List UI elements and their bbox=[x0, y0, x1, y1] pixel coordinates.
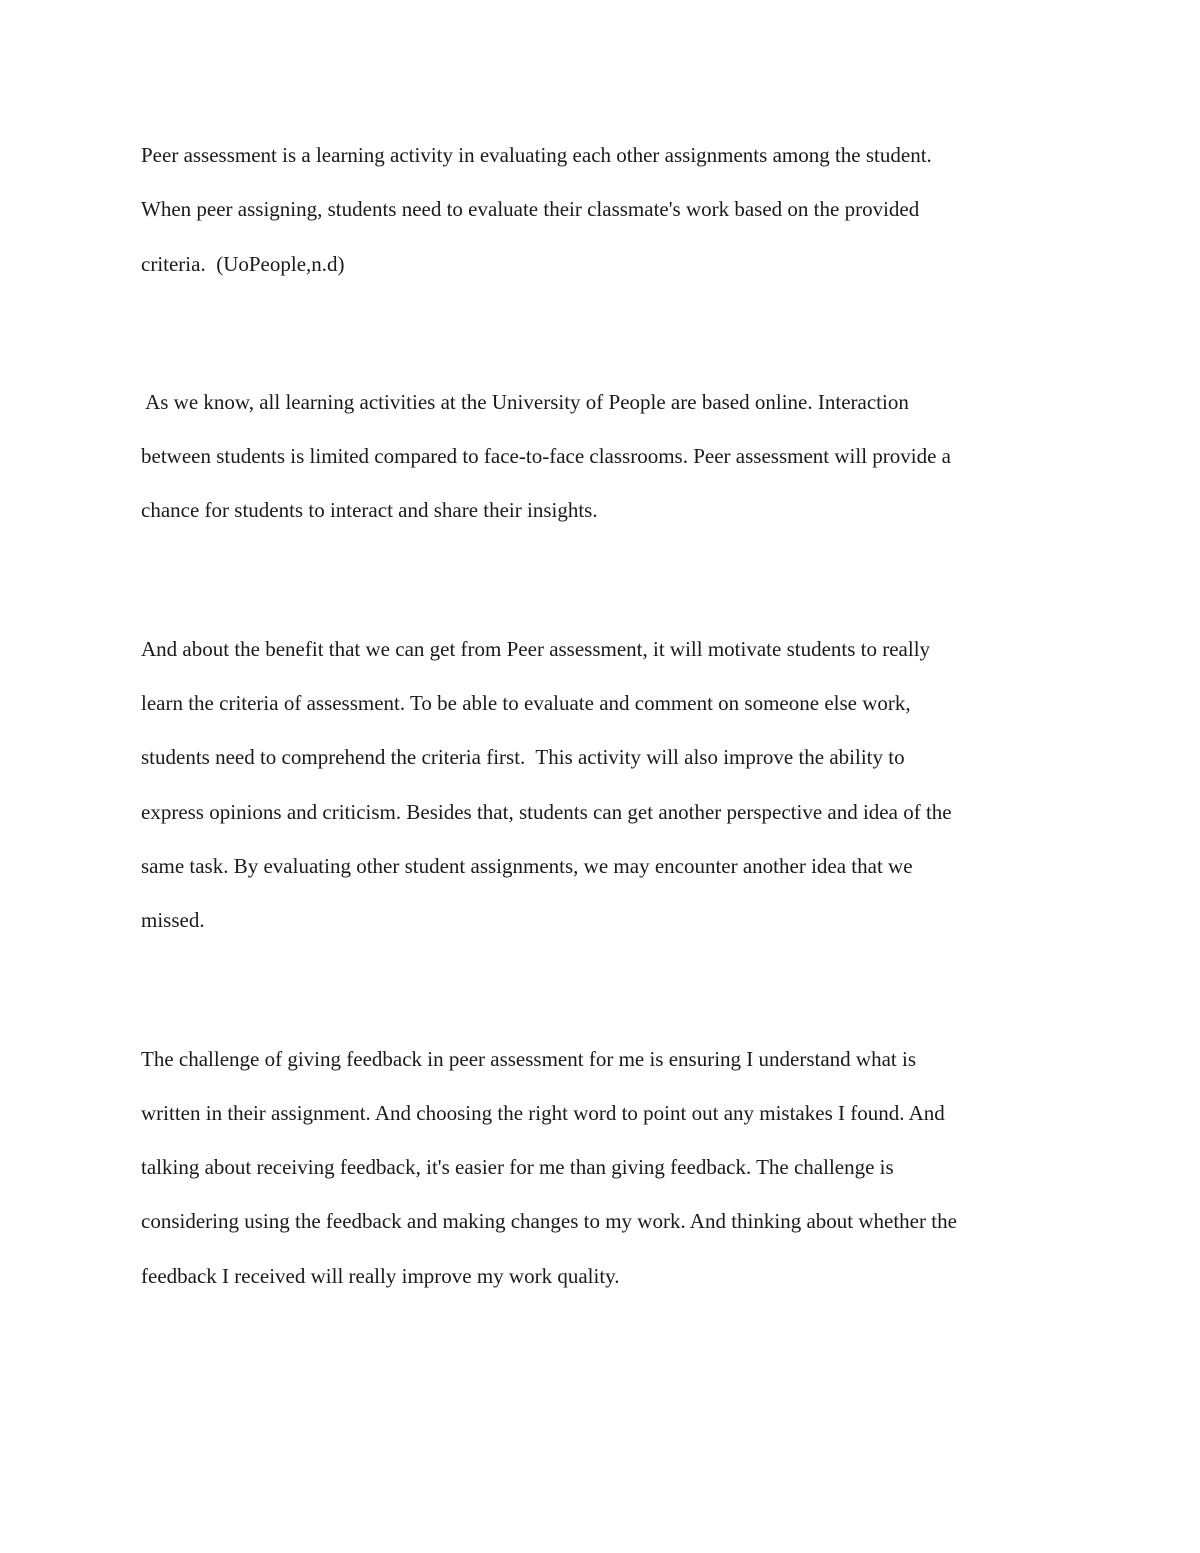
text-line: learn the criteria of assessment. To be able to evaluate and comment on someone else work, bbox=[141, 691, 911, 716]
text-line: And about the benefit that we can get from Peer assessment, it will motivate students to really bbox=[141, 636, 931, 661]
paragraph-gap bbox=[141, 538, 1066, 622]
document-body bbox=[141, 128, 1066, 1303]
text-line: talking about receiving feedback, it's easier for me than giving feedback. The challenge is bbox=[141, 1155, 894, 1180]
text-line: chance for students to interact and share their insights. bbox=[141, 498, 598, 523]
paragraph-peer-assessment-definition bbox=[141, 128, 1066, 291]
text-line: Peer assessment is a learning activity in evaluating each other assignments among the student. bbox=[141, 143, 932, 167]
paragraph-challenges bbox=[141, 1032, 1066, 1303]
text-line: The challenge of giving feedback in peer assessment for me is ensuring I understand what is bbox=[141, 1046, 917, 1071]
text-line: criteria. (UoPeople,n.d) bbox=[141, 251, 345, 276]
text-line: written in their assignment. And choosing the right word to point out any mistakes I found. And bbox=[141, 1100, 945, 1125]
paragraph-gap bbox=[141, 291, 1066, 375]
text-line: express opinions and criticism. Besides that, students can get another perspective and idea of the bbox=[141, 799, 952, 824]
text-line: missed. bbox=[141, 908, 205, 933]
text-line: considering using the feedback and making changes to my work. And thinking about whether the bbox=[141, 1209, 957, 1234]
paragraph-gap bbox=[141, 948, 1066, 1032]
text-line: same task. By evaluating other student assignments, we may encounter another idea that we bbox=[141, 853, 913, 878]
text-line: As we know, all learning activities at the University of People are based online. Interaction bbox=[141, 389, 909, 414]
text-line: between students is limited compared to face-to-face classrooms. Peer assessment will provide a bbox=[141, 444, 951, 469]
text-line: When peer assigning, students need to evaluate their classmate's work based on the provided bbox=[141, 197, 920, 222]
paragraph-benefits bbox=[141, 622, 1066, 948]
text-line: feedback I received will really improve my work quality. bbox=[141, 1263, 620, 1288]
paragraph-online-learning bbox=[141, 375, 1066, 538]
text-line: students need to comprehend the criteria first. This activity will also improve the ability to bbox=[141, 745, 905, 770]
